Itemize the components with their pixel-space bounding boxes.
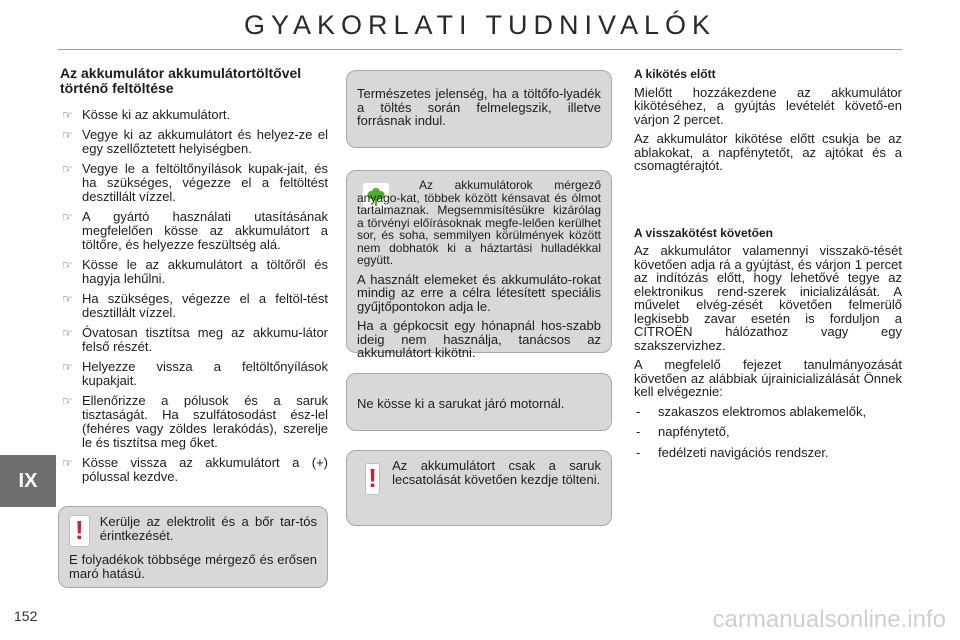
eco-text: Ha a gépkocsit egy hónapnál hos-szabb ideig nem használja, tanácsos az akkumulátort kikötni. (357, 318, 601, 360)
warning-icon: ! (365, 463, 380, 495)
page-title: GYAKORLATI TUDNIVALÓK (243, 10, 717, 40)
pointer-icon: ☞ (62, 162, 73, 176)
eco-box (346, 170, 612, 360)
reinit-list (634, 405, 902, 460)
pointer-icon: ☞ (62, 258, 73, 272)
list-item: ☞ Kösse ki az akkumulátort. (62, 107, 231, 122)
pointer-icon: ☞ (62, 210, 73, 224)
pointer-icon: ☞ (62, 360, 73, 374)
header-divider (58, 49, 902, 50)
pointer-icon: ☞ (62, 292, 73, 306)
after-reconnect-title: A visszakötést követően (634, 225, 773, 240)
list-item: ☞ Ellenőrizze a pólusok és a saruk tisztaságát. Ha szulfátosodást ész-lel (fehéres vagy zöldes lerakódás), szerelje le és tisztítsa meg őket. (62, 393, 328, 450)
list-item: ☞ Vegye le a feltöltőnyílások kupak-jait, és ha szükséges, végezze el a feltöltést desztillált vízzel. (62, 161, 328, 204)
steps-list (60, 108, 328, 484)
list-item: ☞ Óvatosan tisztítsa meg az akkumu-látor felső részét. (62, 325, 328, 354)
note-box: Természetes jelenség, ha a töltőfo-lyadék a töltés során felmelegszik, illetve forrásnak indul. (346, 70, 612, 148)
list-item: ☞ Ha szükséges, végezze el a feltöl-tést desztillált vízzel. (62, 291, 328, 320)
list-item: - fedélzeti navigációs rendszer. (636, 444, 829, 460)
eco-text: Az akkumulátorok mérgező anyago-kat, többek között kénsavat és ólmot tartalmaznak. Megsemmisítésükre kizárólag a törvényi előírásoknak megfe-lelően kerülhet sor, és soha, semmilyen körülmények között nem dobhatók ki a háztartási hulladékkal együtt. (357, 178, 601, 267)
side-margin (0, 60, 56, 455)
warning-icon: ! (69, 515, 90, 547)
pointer-icon: ☞ (62, 394, 73, 408)
section-title: Az akkumulátor akkumulátortöltővel történő feltöltése (60, 65, 302, 96)
watermark: carmanualsonline.info (712, 606, 946, 633)
list-item: - napfénytető, (636, 424, 730, 439)
eco-text: A használt elemeket és akkumuláto-rokat mindig az erre a célra létesített speciális gyűjtőpontokon adja le. (357, 271, 601, 314)
before-disconnect-title: A kikötés előtt (634, 67, 716, 81)
pointer-icon: ☞ (62, 128, 73, 142)
list-item: ☞ Kösse vissza az akkumulátort a (+) pólussal kezdve. (62, 455, 328, 484)
list-item: - szakaszos elektromos ablakemelők, (636, 403, 867, 419)
electrolyte-warning-box (58, 506, 328, 588)
motor-note-box: Ne kösse ki a sarukat járó motornál. (346, 373, 612, 431)
pointer-icon: ☞ (62, 456, 73, 470)
pointer-icon: ☞ (62, 108, 73, 122)
chapter-tab: IX (0, 455, 56, 507)
list-item: ☞ A gyártó használati utasításának megfelelően kösse az akkumulátort a töltőre, és helyezze feszültség alá. (62, 209, 328, 252)
list-item: ☞ Vegye ki az akkumulátort és helyez-ze el egy szellőztetett helyiségben. (62, 127, 328, 156)
warning-text: Az akkumulátort csak a saruk lecsatolását követően kezdje tölteni. (392, 458, 601, 487)
page-number: 152 (14, 608, 38, 624)
left-column (60, 66, 328, 490)
charging-warning-box (346, 450, 612, 526)
warning-text: E folyadékok többsége mérgező és erősen maró hatású. (69, 552, 317, 581)
pointer-icon: ☞ (62, 326, 73, 340)
right-column: A kikötés előtt Mielőtt hozzákezdene az akkumulátor kikötéséhez, a gyújtás levételét követő-en várjon 2 percet. Az akkumulátor kikötése előtt csukja be az ablakokat, a napfénytetőt, az ajtókat és a csomagtérajtót. A visszakötést követően Az akkumulátor valamennyi visszakö-tését követően adja rá a gyújtást, és várjon 1 percet az indítózás előtt, hogy lehetővé tegye az elektronikus rend-szerek inicializálását. A művelet elvég-zését követően felmerülő legkisebb zavar esetén is forduljon a CITROËN hálózathoz vagy egy szakszervizhez. A megfelelő fejezet tanulmányozását követően az alábbiak újrainicializálását Önnek kell elvégeznie: - szakaszos elektromos ablakemelők, - napfénytető, - fedélzeti navigációs rendszer. (634, 67, 902, 460)
list-item: ☞ Helyezze vissza a feltöltőnyílások kupakjait. (62, 359, 328, 388)
warning-text: Kerülje az elektrolit és a bőr tar-tós érintkezését. (99, 514, 317, 543)
list-item: ☞ Kösse le az akkumulátort a töltőről és hagyja lehűlni. (62, 257, 328, 286)
